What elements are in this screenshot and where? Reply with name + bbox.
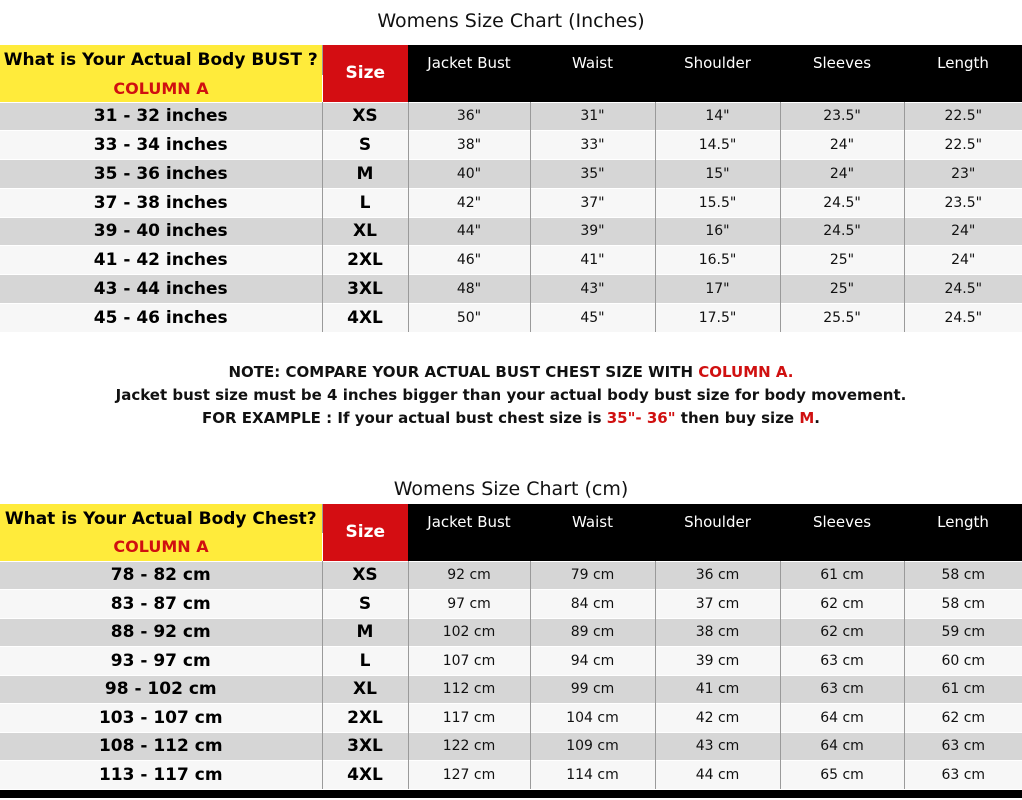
table-row bbox=[0, 217, 1022, 246]
sleeves-cell: 62 cm bbox=[780, 590, 904, 619]
waist-cell: 94 cm bbox=[530, 647, 655, 676]
inches-question-header: What is Your Actual Body BUST ? bbox=[0, 45, 322, 75]
jacket-bust-cell: 38" bbox=[408, 131, 530, 160]
jacket-bust-cell: 48" bbox=[408, 275, 530, 304]
table-row bbox=[0, 647, 1022, 676]
table-row bbox=[0, 561, 1022, 590]
size-code-cell: XS bbox=[322, 561, 408, 590]
body-size-cell: 37 - 38 inches bbox=[0, 188, 322, 217]
sleeves-cell: 63 cm bbox=[780, 647, 904, 676]
cm-size-header: Size bbox=[322, 504, 408, 561]
jacket-bust-cell: 107 cm bbox=[408, 647, 530, 676]
shoulder-cell: 16.5" bbox=[655, 246, 780, 275]
table-row bbox=[0, 618, 1022, 647]
waist-cell: 84 cm bbox=[530, 590, 655, 619]
size-code-cell: 3XL bbox=[322, 275, 408, 304]
length-cell: 60 cm bbox=[904, 647, 1022, 676]
jacket-bust-cell: 122 cm bbox=[408, 732, 530, 761]
inches-size-table bbox=[0, 45, 1022, 332]
note-line-3-end: . bbox=[814, 409, 820, 427]
sleeves-cell: 64 cm bbox=[780, 732, 904, 761]
size-code-cell: M bbox=[322, 160, 408, 189]
cm-header-waist: Waist bbox=[530, 504, 655, 561]
jacket-bust-cell: 50" bbox=[408, 303, 530, 332]
waist-cell: 39" bbox=[530, 217, 655, 246]
size-note bbox=[0, 361, 1022, 430]
sleeves-cell: 61 cm bbox=[780, 561, 904, 590]
table-row bbox=[0, 131, 1022, 160]
cm-header-sleeves: Sleeves bbox=[780, 504, 904, 561]
shoulder-cell: 44 cm bbox=[655, 761, 780, 790]
sleeves-cell: 24.5" bbox=[780, 188, 904, 217]
shoulder-cell: 39 cm bbox=[655, 647, 780, 676]
body-size-cell: 41 - 42 inches bbox=[0, 246, 322, 275]
waist-cell: 45" bbox=[530, 303, 655, 332]
length-cell: 58 cm bbox=[904, 561, 1022, 590]
waist-cell: 79 cm bbox=[530, 561, 655, 590]
note-line-2: Jacket bust size must be 4 inches bigger than your actual body bust size for body movement. bbox=[115, 386, 907, 404]
body-size-cell: 103 - 107 cm bbox=[0, 704, 322, 733]
table-row bbox=[0, 732, 1022, 761]
jacket-bust-cell: 102 cm bbox=[408, 618, 530, 647]
jacket-bust-cell: 92 cm bbox=[408, 561, 530, 590]
size-code-cell: 2XL bbox=[322, 704, 408, 733]
waist-cell: 37" bbox=[530, 188, 655, 217]
size-code-cell: 2XL bbox=[322, 246, 408, 275]
jacket-bust-cell: 44" bbox=[408, 217, 530, 246]
length-cell: 24" bbox=[904, 217, 1022, 246]
inches-header-sleeves: Sleeves bbox=[780, 45, 904, 102]
inches-chart-title: Womens Size Chart (Inches) bbox=[377, 10, 645, 32]
table-row bbox=[0, 704, 1022, 733]
length-cell: 23" bbox=[904, 160, 1022, 189]
cm-chart-title: Womens Size Chart (cm) bbox=[393, 478, 629, 500]
note-line-3 bbox=[0, 407, 1022, 430]
waist-cell: 33" bbox=[530, 131, 655, 160]
inches-column-a-label: COLUMN A bbox=[0, 75, 322, 102]
body-size-cell: 93 - 97 cm bbox=[0, 647, 322, 676]
size-code-cell: XS bbox=[322, 102, 408, 131]
shoulder-cell: 41 cm bbox=[655, 675, 780, 704]
sleeves-cell: 24.5" bbox=[780, 217, 904, 246]
body-size-cell: 88 - 92 cm bbox=[0, 618, 322, 647]
shoulder-cell: 16" bbox=[655, 217, 780, 246]
table-row bbox=[0, 675, 1022, 704]
inches-header-row bbox=[0, 45, 1022, 75]
body-size-cell: 98 - 102 cm bbox=[0, 675, 322, 704]
inches-header-jacket-bust: Jacket Bust bbox=[408, 45, 530, 102]
body-size-cell: 78 - 82 cm bbox=[0, 561, 322, 590]
cm-header-jacket-bust: Jacket Bust bbox=[408, 504, 530, 561]
cm-header-row bbox=[0, 504, 1022, 533]
length-cell: 61 cm bbox=[904, 675, 1022, 704]
shoulder-cell: 38 cm bbox=[655, 618, 780, 647]
shoulder-cell: 15.5" bbox=[655, 188, 780, 217]
jacket-bust-cell: 36" bbox=[408, 102, 530, 131]
shoulder-cell: 17" bbox=[655, 275, 780, 304]
length-cell: 63 cm bbox=[904, 761, 1022, 790]
length-cell: 59 cm bbox=[904, 618, 1022, 647]
cm-header-shoulder: Shoulder bbox=[655, 504, 780, 561]
shoulder-cell: 43 cm bbox=[655, 732, 780, 761]
body-size-cell: 33 - 34 inches bbox=[0, 131, 322, 160]
jacket-bust-cell: 42" bbox=[408, 188, 530, 217]
note-line-3-text: FOR EXAMPLE : If your actual bust chest size is bbox=[202, 409, 607, 427]
shoulder-cell: 14" bbox=[655, 102, 780, 131]
waist-cell: 104 cm bbox=[530, 704, 655, 733]
note-example-size: M bbox=[799, 409, 815, 427]
waist-cell: 43" bbox=[530, 275, 655, 304]
size-code-cell: S bbox=[322, 131, 408, 160]
shoulder-cell: 14.5" bbox=[655, 131, 780, 160]
waist-cell: 99 cm bbox=[530, 675, 655, 704]
table-row bbox=[0, 761, 1022, 790]
sleeves-cell: 63 cm bbox=[780, 675, 904, 704]
size-code-cell: L bbox=[322, 188, 408, 217]
sleeves-cell: 24" bbox=[780, 131, 904, 160]
shoulder-cell: 37 cm bbox=[655, 590, 780, 619]
length-cell: 23.5" bbox=[904, 188, 1022, 217]
table-row bbox=[0, 590, 1022, 619]
jacket-bust-cell: 97 cm bbox=[408, 590, 530, 619]
note-line-3-middle: then buy size bbox=[675, 409, 800, 427]
shoulder-cell: 36 cm bbox=[655, 561, 780, 590]
length-cell: 22.5" bbox=[904, 131, 1022, 160]
body-size-cell: 31 - 32 inches bbox=[0, 102, 322, 131]
sleeves-cell: 25.5" bbox=[780, 303, 904, 332]
inches-header-length: Length bbox=[904, 45, 1022, 102]
sleeves-cell: 62 cm bbox=[780, 618, 904, 647]
size-code-cell: XL bbox=[322, 675, 408, 704]
cm-column-a-label: COLUMN A bbox=[0, 533, 322, 561]
sleeves-cell: 64 cm bbox=[780, 704, 904, 733]
length-cell: 63 cm bbox=[904, 732, 1022, 761]
body-size-cell: 45 - 46 inches bbox=[0, 303, 322, 332]
waist-cell: 114 cm bbox=[530, 761, 655, 790]
table-row bbox=[0, 160, 1022, 189]
sleeves-cell: 25" bbox=[780, 275, 904, 304]
jacket-bust-cell: 46" bbox=[408, 246, 530, 275]
length-cell: 22.5" bbox=[904, 102, 1022, 131]
cm-question-header: What is Your Actual Body Chest? bbox=[0, 504, 322, 533]
jacket-bust-cell: 117 cm bbox=[408, 704, 530, 733]
shoulder-cell: 42 cm bbox=[655, 704, 780, 733]
size-code-cell: 3XL bbox=[322, 732, 408, 761]
note-line-1 bbox=[0, 361, 1022, 384]
jacket-bust-cell: 40" bbox=[408, 160, 530, 189]
table-row bbox=[0, 188, 1022, 217]
inches-size-header: Size bbox=[322, 45, 408, 102]
shoulder-cell: 17.5" bbox=[655, 303, 780, 332]
jacket-bust-cell: 112 cm bbox=[408, 675, 530, 704]
waist-cell: 35" bbox=[530, 160, 655, 189]
length-cell: 24" bbox=[904, 246, 1022, 275]
body-size-cell: 113 - 117 cm bbox=[0, 761, 322, 790]
body-size-cell: 39 - 40 inches bbox=[0, 217, 322, 246]
shoulder-cell: 15" bbox=[655, 160, 780, 189]
sleeves-cell: 25" bbox=[780, 246, 904, 275]
table-row bbox=[0, 246, 1022, 275]
length-cell: 58 cm bbox=[904, 590, 1022, 619]
cm-size-table bbox=[0, 504, 1022, 789]
waist-cell: 109 cm bbox=[530, 732, 655, 761]
size-code-cell: S bbox=[322, 590, 408, 619]
inches-header-waist: Waist bbox=[530, 45, 655, 102]
size-code-cell: 4XL bbox=[322, 761, 408, 790]
note-example-range: 35"- 36" bbox=[606, 409, 676, 427]
body-size-cell: 35 - 36 inches bbox=[0, 160, 322, 189]
waist-cell: 89 cm bbox=[530, 618, 655, 647]
size-code-cell: M bbox=[322, 618, 408, 647]
cm-header-length: Length bbox=[904, 504, 1022, 561]
length-cell: 62 cm bbox=[904, 704, 1022, 733]
body-size-cell: 108 - 112 cm bbox=[0, 732, 322, 761]
table-row bbox=[0, 303, 1022, 332]
body-size-cell: 83 - 87 cm bbox=[0, 590, 322, 619]
table-row bbox=[0, 102, 1022, 131]
note-column-a-highlight: COLUMN A. bbox=[698, 363, 794, 381]
sleeves-cell: 65 cm bbox=[780, 761, 904, 790]
sleeves-cell: 24" bbox=[780, 160, 904, 189]
note-line-1-text: NOTE: COMPARE YOUR ACTUAL BUST CHEST SIZE WITH bbox=[228, 363, 699, 381]
table-row bbox=[0, 275, 1022, 304]
bottom-bar bbox=[0, 790, 1022, 798]
length-cell: 24.5" bbox=[904, 275, 1022, 304]
waist-cell: 31" bbox=[530, 102, 655, 131]
body-size-cell: 43 - 44 inches bbox=[0, 275, 322, 304]
sleeves-cell: 23.5" bbox=[780, 102, 904, 131]
jacket-bust-cell: 127 cm bbox=[408, 761, 530, 790]
waist-cell: 41" bbox=[530, 246, 655, 275]
inches-header-shoulder: Shoulder bbox=[655, 45, 780, 102]
size-code-cell: L bbox=[322, 647, 408, 676]
size-code-cell: XL bbox=[322, 217, 408, 246]
size-code-cell: 4XL bbox=[322, 303, 408, 332]
length-cell: 24.5" bbox=[904, 303, 1022, 332]
